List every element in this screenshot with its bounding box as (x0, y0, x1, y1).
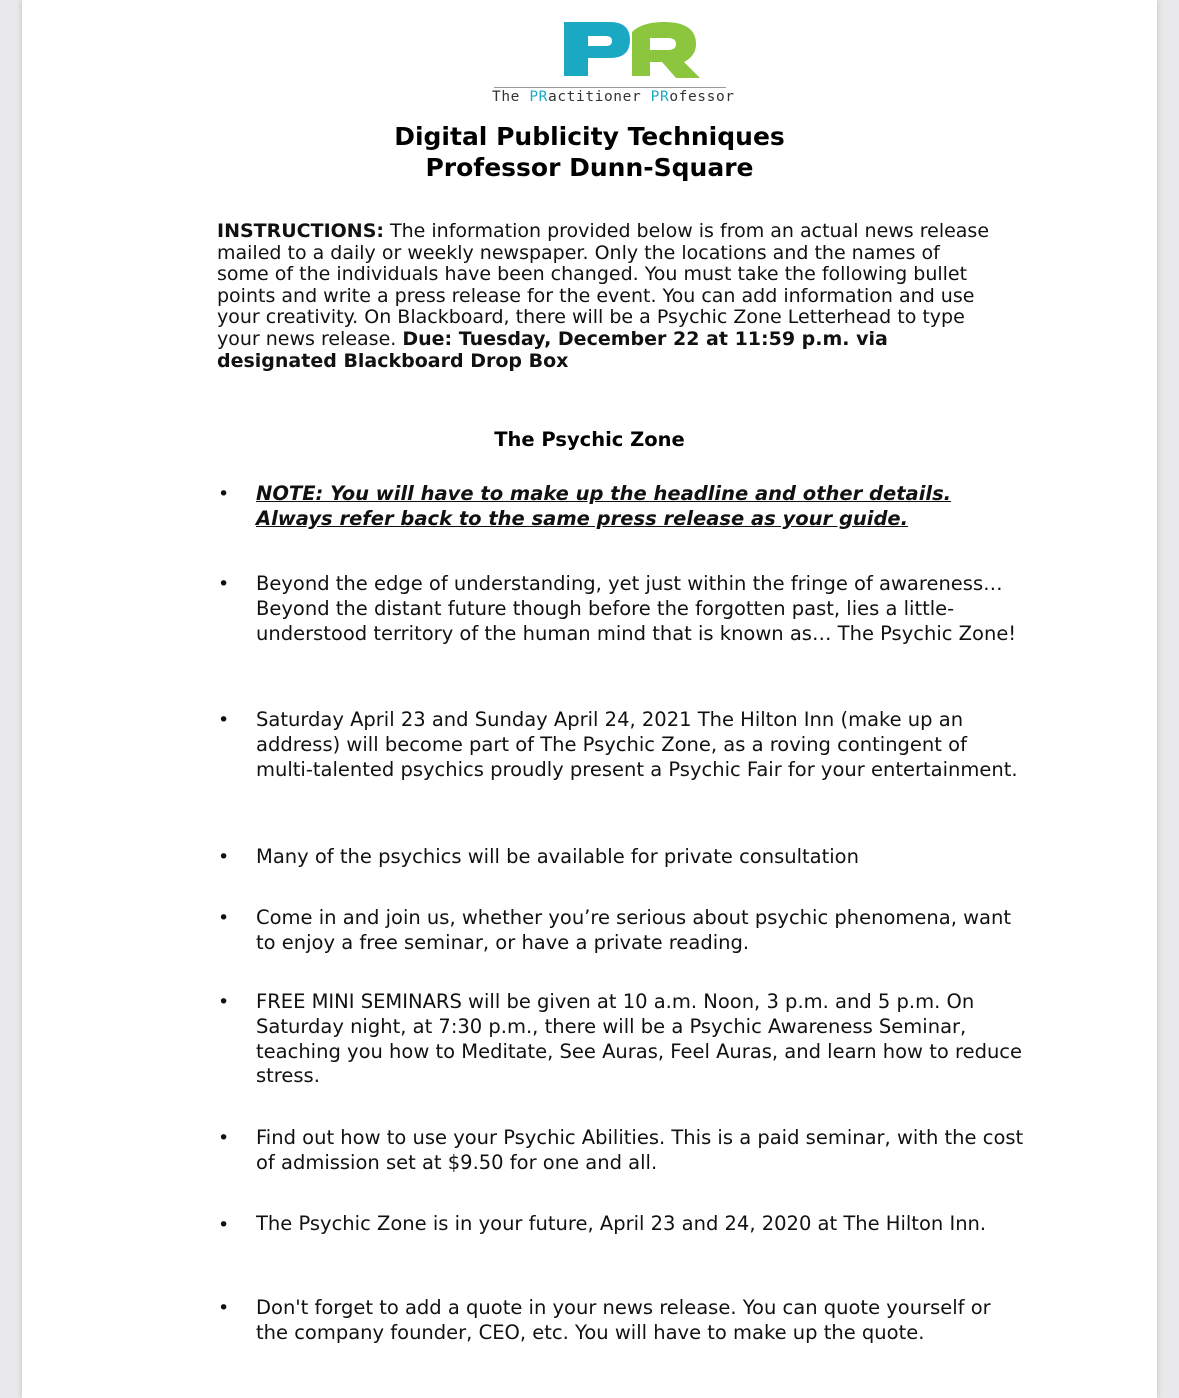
bullet-item: FREE MINI SEMINARS will be given at 10 a.m. Noon, 3 p.m. and 5 p.m. On Saturday night, at 7:30 p.m., there will be a Psychic Awareness Seminar, teaching you how to Meditate, See Auras, Feel Auras, and learn how to reduce stress. (256, 990, 1023, 1088)
bullet-marker: • (218, 907, 230, 929)
bullet-marker: • (218, 1297, 230, 1319)
bullet-marker: • (218, 846, 230, 868)
professor-name: Professor Dunn-Square (425, 153, 754, 182)
bullet-marker: • (218, 1214, 230, 1236)
bullet-marker: • (218, 573, 230, 595)
tagline-part-5: ofessor (669, 89, 735, 105)
bullet-marker: • (218, 991, 230, 1013)
bullet-item: Find out how to use your Psychic Abilities. This is a paid seminar, with the cost of admission set at $9.50 for one and all. (256, 1126, 1024, 1174)
bullet-item: Don't forget to add a quote in your news release. You can quote yourself or the company founder, CEO, etc. You will have to make up the quote. (256, 1296, 991, 1344)
tagline-part-2: PR (529, 89, 548, 105)
tagline-part-1: The (492, 89, 530, 105)
instructions-label: INSTRUCTIONS: (217, 220, 384, 242)
logo-tagline (492, 89, 735, 105)
pr-logo (492, 18, 735, 110)
pr-logo-icon (492, 18, 728, 86)
bullet-marker: • (218, 1127, 230, 1149)
document-page (22, 0, 1157, 1398)
bullet-item: The Psychic Zone is in your future, April 23 and 24, 2020 at The Hilton Inn. (256, 1212, 987, 1235)
course-title: Digital Publicity Techniques (394, 122, 785, 151)
due-date: Due: Tuesday, December 22 at 11:59 p.m. via designated Blackboard Drop Box (217, 327, 888, 372)
logo-divider (494, 87, 726, 88)
instructions-body: The information provided below is from an actual news release mailed to a daily or weekly newspaper. Only the locations and the names of some of the individuals have been changed. You must take the following bullet points and write a press release for the event. You can add information and use your creativity. On Blackboard, there will be a Psychic Zone Letterhead to type your news release. (217, 220, 990, 350)
tagline-part-4: PR (650, 89, 670, 105)
bullet-item: Beyond the edge of understanding, yet just within the fringe of awareness… Beyond the distant future though before the forgotten past, lies a little-understood territory of the human mind that is known as… The Psychic Zone! (256, 572, 1017, 645)
bullet-item: Saturday April 23 and Sunday April 24, 2021 The Hilton Inn (make up an address) will become part of The Psychic Zone, as a roving contingent of multi-talented psychics proudly present a Psychic Fair for your entertainment. (256, 708, 1018, 781)
tagline-part-3: actitioner (548, 89, 651, 105)
bullet-item: Many of the psychics will be available for private consultation (256, 845, 859, 868)
section-title: The Psychic Zone (494, 428, 685, 451)
bullet-marker: • (218, 483, 230, 505)
bullet-note: NOTE: You will have to make up the headline and other details. Always refer back to the same press release as your guide. (256, 482, 952, 530)
bullet-marker: • (218, 709, 230, 731)
instructions-paragraph (217, 221, 997, 372)
bullet-item: Come in and join us, whether you’re serious about psychic phenomena, want to enjoy a free seminar, or have a private reading. (256, 906, 1011, 954)
